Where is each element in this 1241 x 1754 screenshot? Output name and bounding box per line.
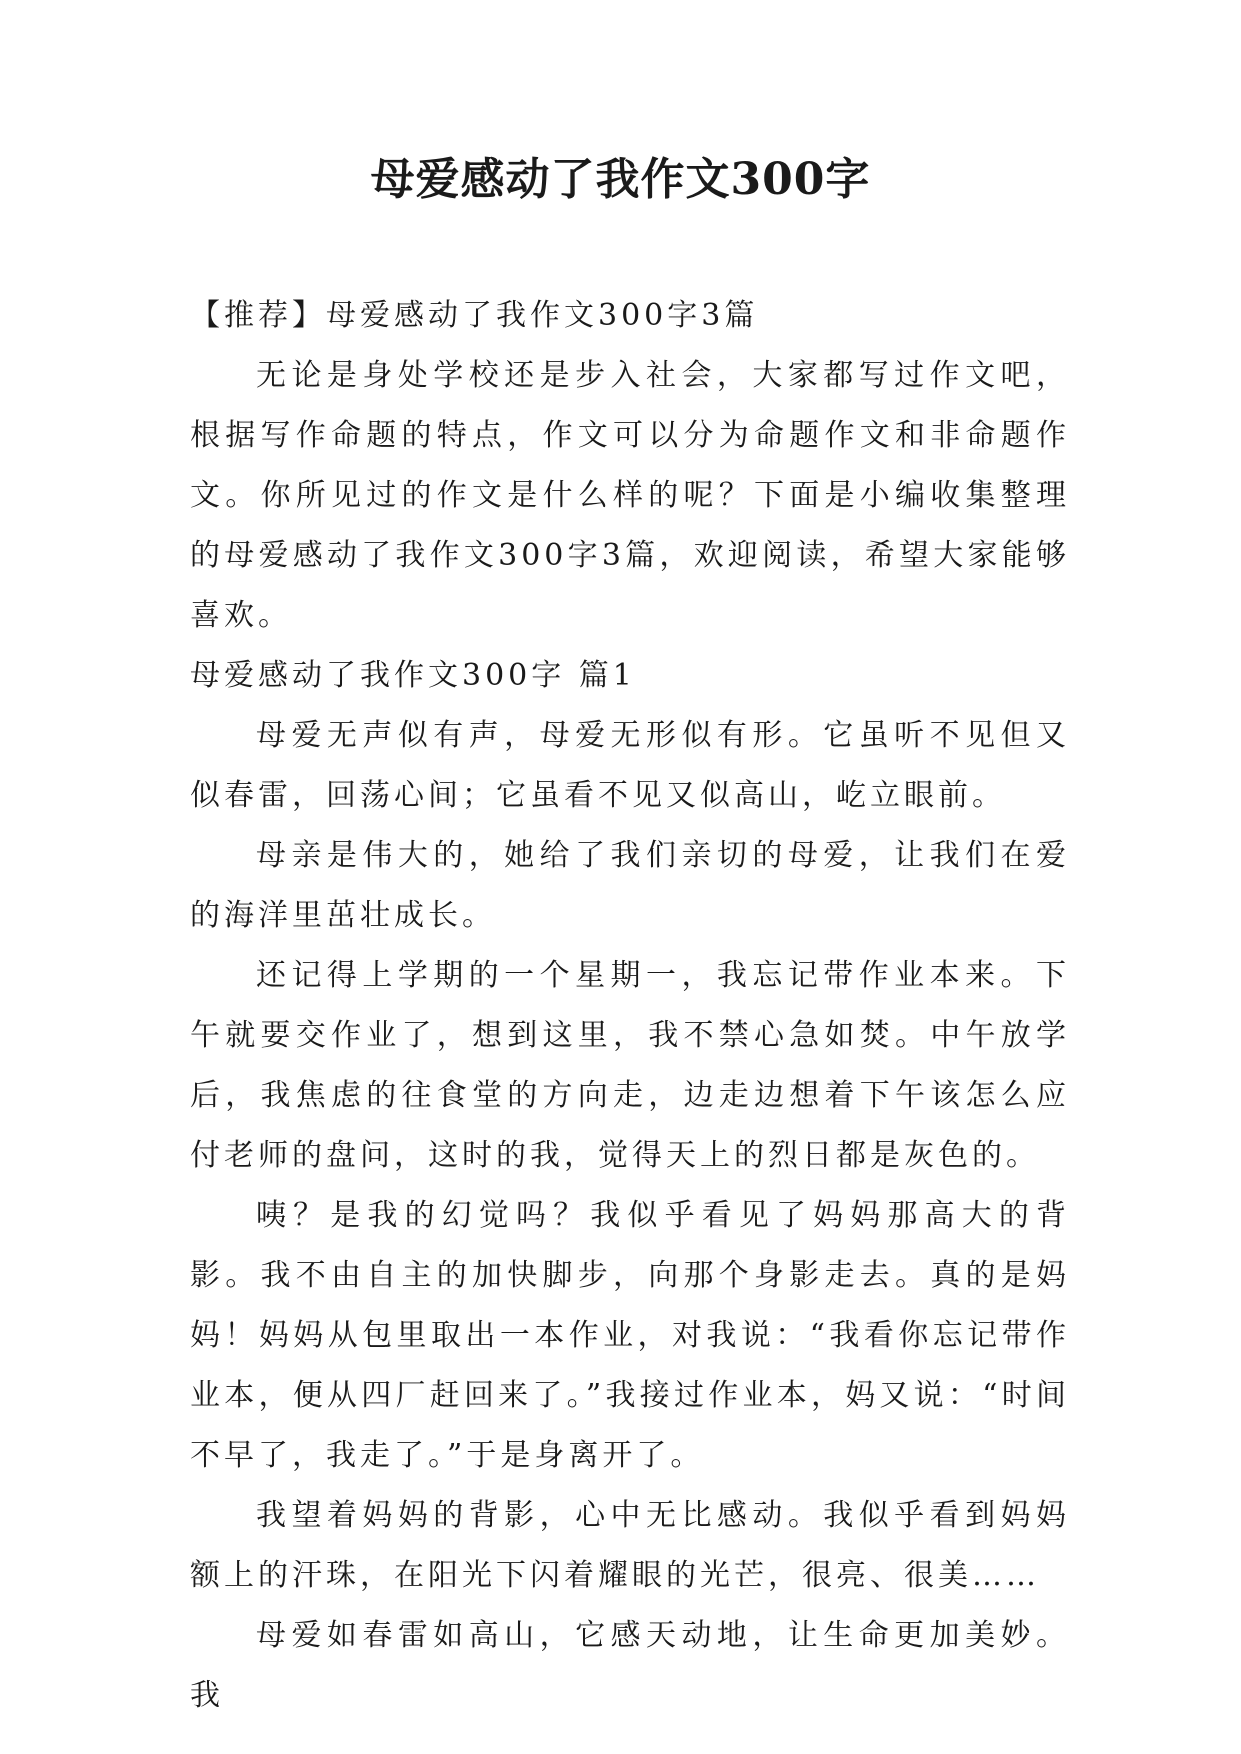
document-title: 母爱感动了我作文300字 [370, 154, 871, 205]
paragraph-5: 我望着妈妈的背影，心中无比感动。我似乎看到妈妈额上的汗珠，在阳光下闪着耀眼的光芒，很亮、很美…… [190, 1498, 1070, 1593]
paragraph-3: 还记得上学期的一个星期一，我忘记带作业本来。下午就要交作业了，想到这里，我不禁心急如焚。中午放学后，我焦虑的往食堂的方向走，边走边想着下午该怎么应付老师的盘问，这时的我，觉得天上的烈日都是灰色的。 [190, 958, 1070, 1173]
paragraph-1: 母爱无声似有声，母爱无形似有形。它虽听不见但又似春雷，回荡心间；它虽看不见又似高山，屹立眼前。 [190, 718, 1070, 813]
intro-paragraph: 无论是身处学校还是步入社会，大家都写过作文吧，根据写作命题的特点，作文可以分为命题作文和非命题作文。你所见过的作文是什么样的呢？下面是小编收集整理的母爱感动了我作文300字3篇，欢迎阅读，希望大家能够喜欢。 [190, 358, 1070, 633]
recommend-line: 【推荐】母爱感动了我作文300字3篇 [190, 298, 759, 333]
paragraph-2: 母亲是伟大的，她给了我们亲切的母爱，让我们在爱的海洋里茁壮成长。 [190, 838, 1070, 933]
paragraph-4: 咦？是我的幻觉吗？我似乎看见了妈妈那高大的背影。我不由自主的加快脚步，向那个身影走去。真的是妈妈！妈妈从包里取出一本作业，对我说：“我看你忘记带作业本，便从四厂赶回来了。”我接过作业本，妈又说：“时间不早了，我走了。”于是身离开了。 [190, 1198, 1070, 1473]
paragraph-6: 母爱如春雷如高山，它感天动地，让生命更加美妙。我 [190, 1618, 1070, 1713]
section-heading: 母爱感动了我作文300字 篇1 [190, 658, 636, 693]
document-body [190, 286, 1070, 1726]
